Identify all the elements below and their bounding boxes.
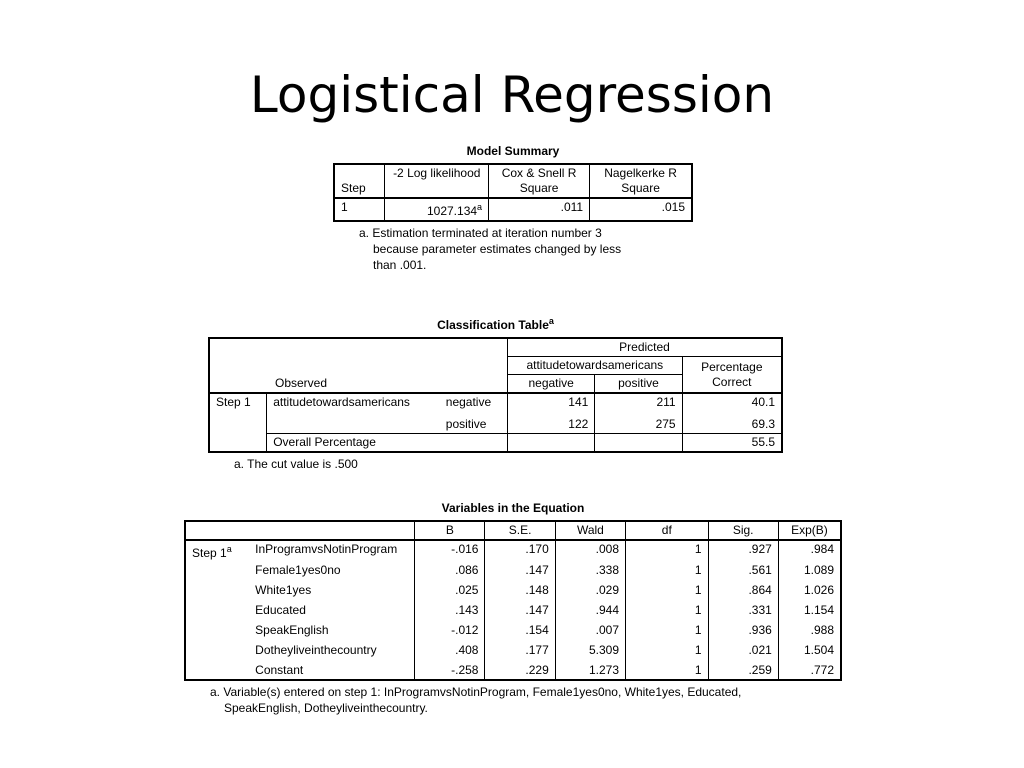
- cell-var-name: Female1yes0no: [249, 558, 415, 579]
- cell-neg: 122: [508, 411, 595, 434]
- cell-sig: .021: [708, 639, 778, 659]
- cell-b: .143: [415, 599, 485, 619]
- cell-df: 1: [626, 639, 709, 659]
- cell-df: 1: [626, 599, 709, 619]
- table-row: [209, 434, 782, 453]
- cell-var-name: White1yes: [249, 579, 415, 599]
- header-blank: [185, 521, 415, 540]
- cell-overall-label: Overall Percentage: [267, 434, 508, 453]
- cell-expb: .984: [778, 540, 841, 558]
- slide-title: Logistical Regression: [249, 66, 775, 124]
- cell-expb: 1.154: [778, 599, 841, 619]
- header-predicted: Predicted: [508, 338, 782, 357]
- cell-b: -.258: [415, 659, 485, 680]
- cell-b: -.012: [415, 619, 485, 639]
- table-row: [185, 639, 841, 659]
- header-expb: Exp(B): [778, 521, 841, 540]
- table-row: [185, 619, 841, 639]
- cell-wald: .944: [555, 599, 625, 619]
- cell-neg: 141: [508, 393, 595, 411]
- header-b: B: [415, 521, 485, 540]
- cell-expb: .988: [778, 619, 841, 639]
- cell-df: 1: [626, 579, 709, 599]
- cell-b: .025: [415, 579, 485, 599]
- cell-se: .229: [485, 659, 555, 680]
- header-pct: Percentage Correct: [682, 357, 782, 394]
- header-loglik: -2 Log likelihood: [385, 164, 489, 198]
- cell-expb: 1.089: [778, 558, 841, 579]
- model-summary-table: [333, 163, 693, 222]
- table-row: [185, 599, 841, 619]
- table-row: [185, 558, 841, 579]
- table-header-row: [185, 521, 841, 540]
- cell-se: .154: [485, 619, 555, 639]
- cell-sig: .561: [708, 558, 778, 579]
- cell-step: Step 1: [209, 393, 267, 452]
- header-wald: Wald: [555, 521, 625, 540]
- cell-variable: attitudetowardsamericans: [267, 393, 440, 434]
- header-negative: negative: [508, 375, 595, 394]
- cell-pct: 40.1: [682, 393, 782, 411]
- cell-row-label: positive: [440, 411, 508, 434]
- cell-se: .170: [485, 540, 555, 558]
- cell-sig: .331: [708, 599, 778, 619]
- header-step: Step: [334, 164, 385, 198]
- header-observed: Observed: [209, 338, 508, 393]
- cell-se: .177: [485, 639, 555, 659]
- header-cox: Cox & Snell R Square: [489, 164, 590, 198]
- cell-sig: .927: [708, 540, 778, 558]
- header-positive: positive: [595, 375, 682, 394]
- cell-var-name: Constant: [249, 659, 415, 680]
- cell-empty: [595, 434, 682, 453]
- cell-loglik: 1027.134$^a$: [385, 198, 489, 221]
- variables-footnote: a. Variable(s) entered on step 1: InProgramvsNotinProgram, Female1yes0no, White1yes, Educated, SpeakEnglish, Dotheyliveinthecountry.: [210, 685, 742, 715]
- cell-se: .147: [485, 599, 555, 619]
- cell-df: 1: [626, 540, 709, 558]
- table-row: [334, 198, 692, 221]
- cell-sig: .936: [708, 619, 778, 639]
- table-row: [185, 659, 841, 680]
- cell-empty: [508, 434, 595, 453]
- cell-se: .148: [485, 579, 555, 599]
- cell-var-name: Dotheyliveinthecountry: [249, 639, 415, 659]
- model-summary-footnote: a. Estimation terminated at iteration number 3 because parameter estimates changed by less than .001.: [359, 226, 622, 272]
- header-df: df: [626, 521, 709, 540]
- cell-cox: .011: [489, 198, 590, 221]
- cell-wald: .008: [555, 540, 625, 558]
- classification-table: [208, 337, 783, 453]
- cell-var-name: InProgramvsNotinProgram: [249, 540, 415, 558]
- header-se: S.E.: [485, 521, 555, 540]
- table-row: [185, 540, 841, 558]
- cell-b: .408: [415, 639, 485, 659]
- cell-pos: 211: [595, 393, 682, 411]
- header-nagel: Nagelkerke R Square: [590, 164, 692, 198]
- cell-nagel: .015: [590, 198, 692, 221]
- cell-df: 1: [626, 558, 709, 579]
- cell-b: .086: [415, 558, 485, 579]
- cell-pos: 275: [595, 411, 682, 434]
- cell-df: 1: [626, 659, 709, 680]
- classification-footnote: a. The cut value is .500: [234, 457, 358, 471]
- cell-sig: .259: [708, 659, 778, 680]
- table-header-row: [334, 164, 692, 198]
- table-header-row: [209, 338, 782, 357]
- classification-caption: Classification Table$^a$: [437, 316, 554, 332]
- cell-var-name: SpeakEnglish: [249, 619, 415, 639]
- cell-wald: 5.309: [555, 639, 625, 659]
- cell-expb: .772: [778, 659, 841, 680]
- cell-wald: .007: [555, 619, 625, 639]
- cell-wald: 1.273: [555, 659, 625, 680]
- cell-se: .147: [485, 558, 555, 579]
- cell-row-label: negative: [440, 393, 508, 411]
- cell-pct: 69.3: [682, 411, 782, 434]
- variables-block: [184, 500, 842, 716]
- model-summary-block: [333, 143, 693, 273]
- cell-df: 1: [626, 619, 709, 639]
- cell-wald: .029: [555, 579, 625, 599]
- model-summary-caption: Model Summary: [466, 144, 560, 158]
- cell-sig: .864: [708, 579, 778, 599]
- cell-expb: 1.026: [778, 579, 841, 599]
- variables-caption: Variables in the Equation: [441, 501, 585, 515]
- variables-table: [184, 520, 842, 681]
- cell-wald: .338: [555, 558, 625, 579]
- cell-step: 1: [334, 198, 385, 221]
- cell-expb: 1.504: [778, 639, 841, 659]
- table-row: [185, 579, 841, 599]
- cell-var-name: Educated: [249, 599, 415, 619]
- header-sig: Sig.: [708, 521, 778, 540]
- table-row: [209, 393, 782, 411]
- cell-step: Step 1$^a$: [185, 540, 249, 680]
- header-attitude: attitudetowardsamericans: [508, 357, 683, 375]
- cell-overall-pct: 55.5: [682, 434, 782, 453]
- classification-block: [208, 313, 783, 472]
- cell-b: -.016: [415, 540, 485, 558]
- footnote-marker: a: [477, 202, 483, 212]
